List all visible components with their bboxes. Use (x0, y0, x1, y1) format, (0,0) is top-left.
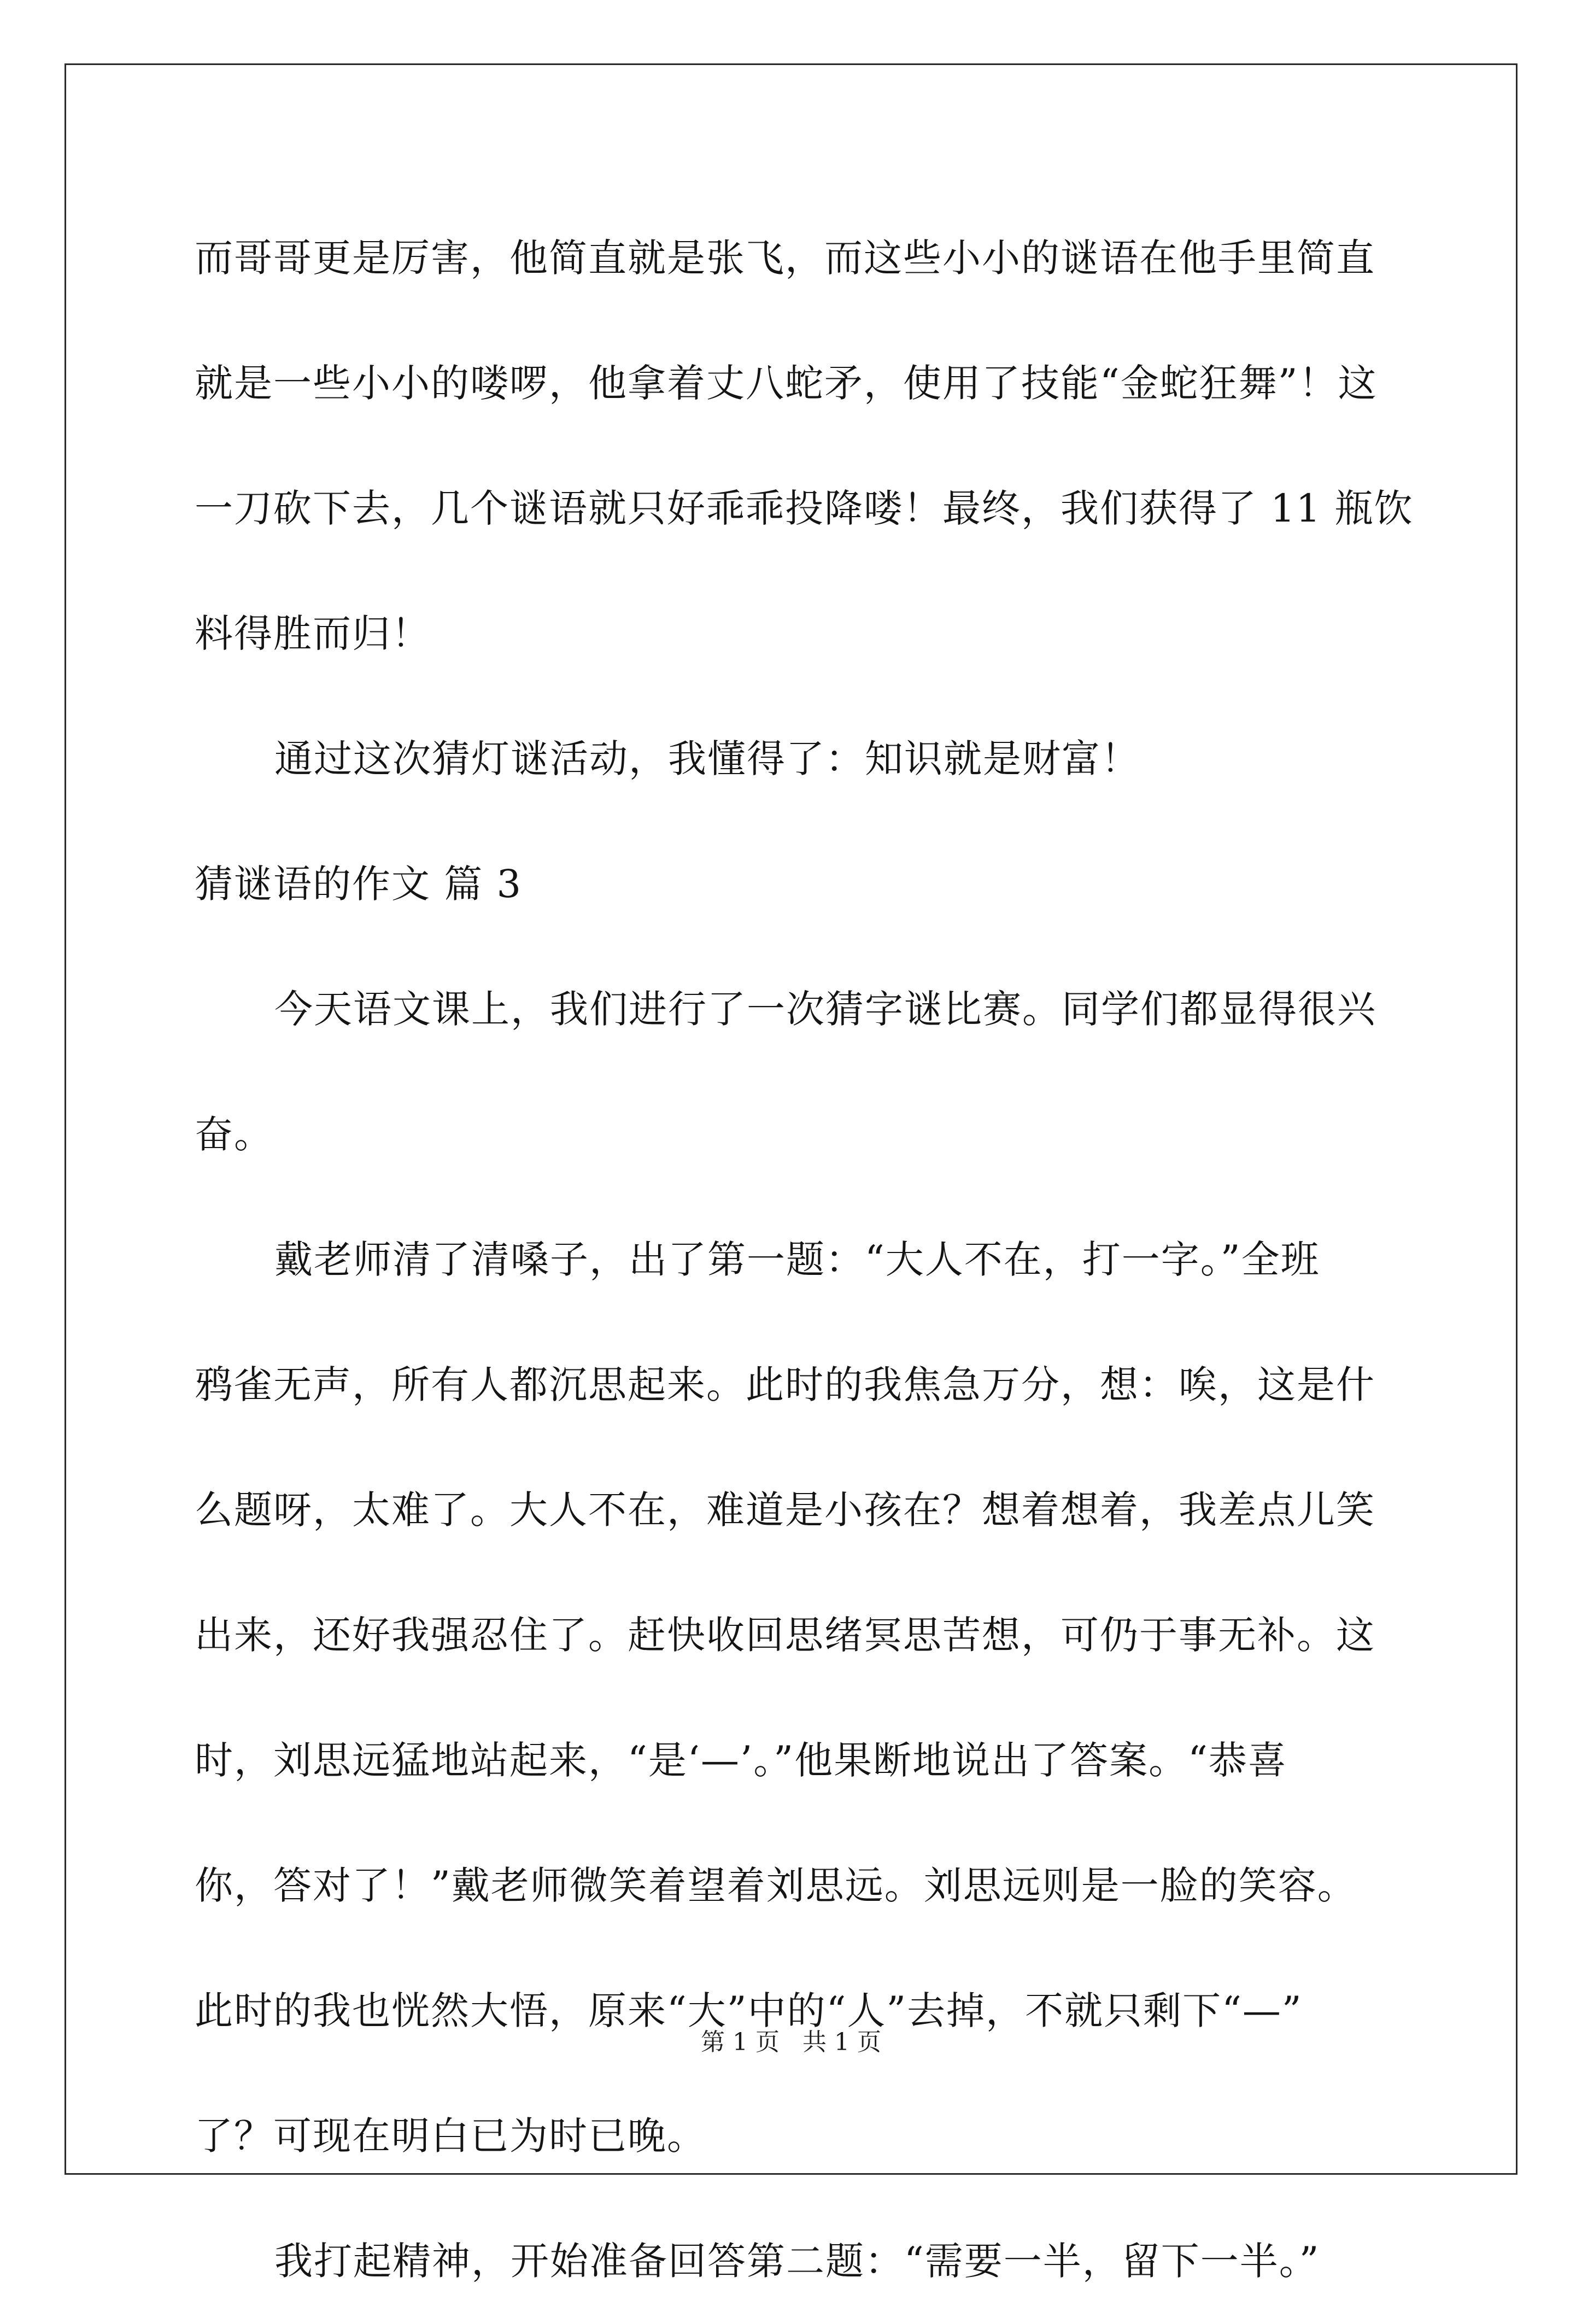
text-line: 时，刘思远猛地站起来，“是‘—’。”他果断地说出了答案。“恭喜 (195, 1738, 1287, 1783)
section-heading: 猜谜语的作文 篇 3 (195, 862, 523, 906)
text-line: 么题呀，太难了。大人不在，难道是小孩在？想着想着，我差点儿笑 (195, 1488, 1375, 1532)
page-number-total: 共 1 页 (802, 2028, 881, 2056)
paragraph-first-line: 戴老师清了清嗓子，出了第一题：“大人不在，打一字。”全班 (274, 1237, 1320, 1282)
paragraph-first-line: 今天语文课上，我们进行了一次猜字谜比赛。同学们都显得很兴 (274, 987, 1376, 1032)
footer-spacer (780, 2028, 802, 2056)
text-line: 一刀砍下去，几个谜语就只好乖乖投降喽！最终，我们获得了 11 瓶饮 (195, 486, 1414, 531)
text-line: 就是一些小小的喽啰，他拿着丈八蛇矛，使用了技能“金蛇狂舞”！这 (195, 361, 1378, 406)
text-line: 你，答对了！”戴老师微笑着望着刘思远。刘思远则是一脸的笑容。 (195, 1863, 1357, 1908)
document-body (195, 196, 1414, 2324)
page-footer (0, 2026, 1582, 2059)
paragraph-first-line: 通过这次猜灯谜活动，我懂得了：知识就是财富！ (274, 736, 1140, 781)
text-line: 鸦雀无声，所有人都沉思起来。此时的我焦急万分，想：唉，这是什 (195, 1362, 1375, 1407)
text-line: 了？可现在明白已为时已晚。 (195, 2114, 706, 2158)
text-line: 而哥哥更是厉害，他简直就是张飞，而这些小小的谜语在他手里简直 (195, 236, 1375, 280)
paragraph-first-line: 我打起精神，开始准备回答第二题：“需要一半，留下一半。” (274, 2239, 1320, 2284)
page-number-current: 第 1 页 (701, 2028, 780, 2056)
text-line: 料得胜而归！ (195, 611, 431, 656)
text-line: 此时的我也恍然大悟，原来“大”中的“人”去掉，不就只剩下“—” (195, 1988, 1303, 2033)
text-line: 奋。 (195, 1112, 273, 1157)
text-line: 出来，还好我强忍住了。赶快收回思绪冥思苦想，可仍于事无补。这 (195, 1613, 1375, 1658)
